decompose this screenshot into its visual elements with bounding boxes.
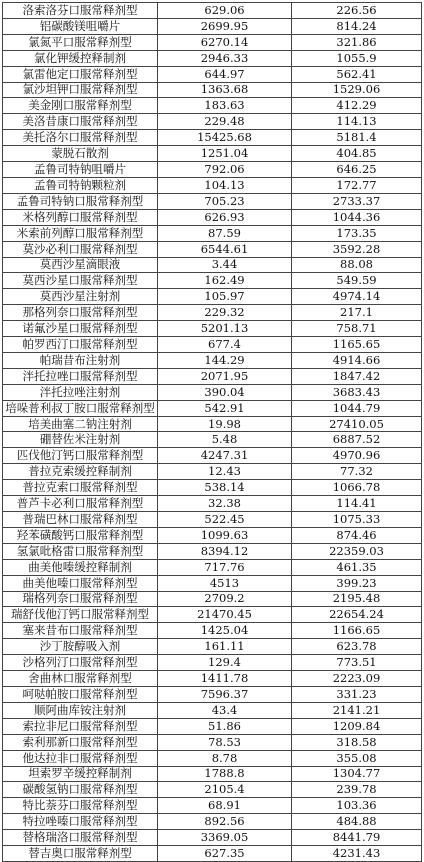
drug-name-cell: 那格列奈口服常释剂型 [3,305,158,321]
drug-name-cell: 沙丁胺醇吸入剂 [3,639,158,655]
table-row [3,273,422,289]
drug-name-cell: 羟苯磺酸钙口服常释剂型 [3,527,158,543]
drug-name-cell: 帕罗西汀口服常释剂型 [3,337,158,353]
drug-name-cell: 替格瑞洛口服常释剂型 [3,830,158,846]
value-2-cell: 239.78 [292,782,422,798]
drug-name-cell: 瑞舒伐他汀钙口服常释剂型 [3,607,158,623]
value-2-cell: 1066.78 [292,480,422,496]
drug-name-cell: 莫西沙星口服常释剂型 [3,273,158,289]
value-1-cell: 6270.14 [158,34,292,50]
value-2-cell: 173.35 [292,225,422,241]
table-row [3,98,422,114]
value-2-cell: 2195.48 [292,591,422,607]
drug-name-cell: 坦索罗辛缓控释制剂 [3,766,158,782]
drug-name-cell: 蒙脱石散剂 [3,146,158,162]
value-2-cell: 114.41 [292,496,422,512]
table-row [3,464,422,480]
value-2-cell: 646.25 [292,162,422,178]
value-2-cell: 773.51 [292,655,422,671]
table-row [3,305,422,321]
table-row [3,225,422,241]
table-row [3,512,422,528]
table-row [3,559,422,575]
drug-name-cell: 碳酸氢钠口服常释剂型 [3,782,158,798]
value-2-cell: 318.58 [292,734,422,750]
drug-name-cell: 普拉克索缓控释制剂 [3,464,158,480]
value-1-cell: 1363.68 [158,82,292,98]
drug-name-cell: 美托洛尔口服常释剂型 [3,130,158,146]
value-2-cell: 3592.28 [292,241,422,257]
table-row [3,543,422,559]
table-row [3,337,422,353]
drug-name-cell: 米索前列醇口服常释剂型 [3,225,158,241]
value-2-cell: 6887.52 [292,432,422,448]
value-2-cell: 4974.14 [292,289,422,305]
table-row [3,671,422,687]
value-2-cell: 758.71 [292,321,422,337]
drug-name-cell: 普芦卡必利口服常释剂型 [3,496,158,512]
drug-table-body [3,3,422,862]
value-1-cell: 162.49 [158,273,292,289]
value-1-cell: 705.23 [158,193,292,209]
drug-name-cell: 美金刚口服常释剂型 [3,98,158,114]
value-1-cell: 1788.8 [158,766,292,782]
drug-name-cell: 氯化钾缓控释制剂 [3,50,158,66]
value-2-cell: 321.86 [292,34,422,50]
drug-name-cell: 替吉奥口服常释剂型 [3,846,158,862]
value-1-cell: 19.98 [158,416,292,432]
table-row [3,655,422,671]
drug-name-cell: 帕瑞昔布注射剂 [3,352,158,368]
drug-name-cell: 铝碳酸镁咀嚼片 [3,18,158,34]
value-2-cell: 2223.09 [292,671,422,687]
table-row [3,162,422,178]
value-1-cell: 644.97 [158,66,292,82]
table-row [3,82,422,98]
value-1-cell: 6544.61 [158,241,292,257]
value-1-cell: 144.29 [158,352,292,368]
table-row [3,830,422,846]
value-1-cell: 15425.68 [158,130,292,146]
table-row [3,34,422,50]
table-row [3,368,422,384]
drug-name-cell: 美洛昔康口服常释剂型 [3,114,158,130]
value-1-cell: 390.04 [158,384,292,400]
value-2-cell: 1847.42 [292,368,422,384]
table-row [3,114,422,130]
table-row [3,623,422,639]
value-1-cell: 104.13 [158,177,292,193]
value-1-cell: 68.91 [158,798,292,814]
drug-name-cell: 顺阿曲库铵注射剂 [3,702,158,718]
value-2-cell: 1209.84 [292,718,422,734]
value-2-cell: 2733.37 [292,193,422,209]
value-2-cell: 3683.43 [292,384,422,400]
value-2-cell: 814.24 [292,18,422,34]
table-row [3,66,422,82]
drug-name-cell: 曲美他嗪口服常释剂型 [3,575,158,591]
value-1-cell: 717.76 [158,559,292,575]
value-1-cell: 627.35 [158,846,292,862]
drug-name-cell: 泮托拉唑口服常释剂型 [3,368,158,384]
value-1-cell: 105.97 [158,289,292,305]
value-1-cell: 161.11 [158,639,292,655]
value-2-cell: 1055.9 [292,50,422,66]
value-1-cell: 229.32 [158,305,292,321]
value-2-cell: 874.46 [292,527,422,543]
drug-name-cell: 普瑞巴林口服常释剂型 [3,512,158,528]
value-1-cell: 229.48 [158,114,292,130]
drug-name-cell: 氯氮平口服常释剂型 [3,34,158,50]
value-1-cell: 538.14 [158,480,292,496]
value-2-cell: 1304.77 [292,766,422,782]
value-1-cell: 5201.13 [158,321,292,337]
value-2-cell: 88.08 [292,257,422,273]
table-row [3,257,422,273]
table-row [3,193,422,209]
drug-name-cell: 普拉克索口服常释剂型 [3,480,158,496]
value-2-cell: 399.23 [292,575,422,591]
value-2-cell: 1044.79 [292,400,422,416]
table-row [3,146,422,162]
value-1-cell: 3369.05 [158,830,292,846]
value-1-cell: 677.4 [158,337,292,353]
drug-name-cell: 米格列醇口服常释剂型 [3,209,158,225]
table-row [3,734,422,750]
drug-name-cell: 他达拉非口服常释剂型 [3,750,158,766]
table-row [3,480,422,496]
drug-name-cell: 莫西沙星注射剂 [3,289,158,305]
value-1-cell: 5.48 [158,432,292,448]
table-row [3,591,422,607]
value-1-cell: 1251.04 [158,146,292,162]
value-1-cell: 43.4 [158,702,292,718]
value-2-cell: 8441.79 [292,830,422,846]
value-1-cell: 1411.78 [158,671,292,687]
drug-name-cell: 孟鲁司特钠颗粒剂 [3,177,158,193]
table-row [3,496,422,512]
value-1-cell: 2699.95 [158,18,292,34]
table-row [3,432,422,448]
value-2-cell: 331.23 [292,686,422,702]
value-1-cell: 542.91 [158,400,292,416]
table-row [3,527,422,543]
drug-name-cell: 氯雷他定口服常释剂型 [3,66,158,82]
drug-name-cell: 培美曲塞二钠注射剂 [3,416,158,432]
value-1-cell: 2946.33 [158,50,292,66]
value-2-cell: 4970.96 [292,448,422,464]
value-1-cell: 8394.12 [158,543,292,559]
table-row [3,209,422,225]
table-row [3,686,422,702]
value-1-cell: 129.4 [158,655,292,671]
table-row [3,416,422,432]
value-1-cell: 8.78 [158,750,292,766]
value-1-cell: 892.56 [158,814,292,830]
table-row [3,352,422,368]
value-2-cell: 4231.43 [292,846,422,862]
drug-name-cell: 氯沙坦钾口服常释剂型 [3,82,158,98]
value-2-cell: 77.32 [292,464,422,480]
value-2-cell: 404.85 [292,146,422,162]
value-1-cell: 522.45 [158,512,292,528]
table-row [3,766,422,782]
table-row [3,814,422,830]
value-1-cell: 4247.31 [158,448,292,464]
value-1-cell: 3.44 [158,257,292,273]
value-2-cell: 484.88 [292,814,422,830]
value-1-cell: 2709.2 [158,591,292,607]
drug-name-cell: 塞来昔布口服常释剂型 [3,623,158,639]
value-1-cell: 12.43 [158,464,292,480]
value-2-cell: 172.77 [292,177,422,193]
drug-name-cell: 诺氟沙星口服常释剂型 [3,321,158,337]
table-row [3,400,422,416]
value-1-cell: 32.38 [158,496,292,512]
value-1-cell: 2071.95 [158,368,292,384]
value-2-cell: 562.41 [292,66,422,82]
table-row [3,289,422,305]
drug-name-cell: 硼替佐米注射剂 [3,432,158,448]
drug-name-cell: 培哚普利叔丁胺口服常释剂型 [3,400,158,416]
table-row [3,702,422,718]
table-row [3,3,422,19]
drug-name-cell: 呵哒帕胺口服常释剂型 [3,686,158,702]
value-2-cell: 1044.36 [292,209,422,225]
value-2-cell: 27410.05 [292,416,422,432]
value-1-cell: 626.93 [158,209,292,225]
value-2-cell: 1166.65 [292,623,422,639]
value-2-cell: 114.13 [292,114,422,130]
value-2-cell: 22654.24 [292,607,422,623]
value-1-cell: 1099.63 [158,527,292,543]
drug-name-cell: 孟鲁司特钠咀嚼片 [3,162,158,178]
drug-name-cell: 莫西沙星滴眼液 [3,257,158,273]
drug-name-cell: 莫沙必利口服常释剂型 [3,241,158,257]
value-1-cell: 629.06 [158,3,292,19]
drug-name-cell: 索拉非尼口服常释剂型 [3,718,158,734]
drug-name-cell: 沙格列汀口服常释剂型 [3,655,158,671]
table-row [3,130,422,146]
table-row [3,321,422,337]
drug-name-cell: 曲美他嗪缓控释制剂 [3,559,158,575]
drug-name-cell: 氢氯吡格雷口服常释剂型 [3,543,158,559]
value-1-cell: 7596.37 [158,686,292,702]
value-1-cell: 87.59 [158,225,292,241]
drug-name-cell: 匹伐他汀钙口服常释剂型 [3,448,158,464]
drug-name-cell: 特拉唑嗪口服常释剂型 [3,814,158,830]
value-1-cell: 183.63 [158,98,292,114]
table-row [3,50,422,66]
drug-table [2,2,422,862]
value-2-cell: 1529.06 [292,82,422,98]
drug-table-sheet [2,2,421,860]
value-1-cell: 51.86 [158,718,292,734]
value-2-cell: 1165.65 [292,337,422,353]
value-1-cell: 4513 [158,575,292,591]
value-2-cell: 355.08 [292,750,422,766]
table-row [3,18,422,34]
table-row [3,241,422,257]
value-1-cell: 792.06 [158,162,292,178]
drug-name-cell: 孟鲁司特钠口服常释剂型 [3,193,158,209]
value-1-cell: 2105.4 [158,782,292,798]
table-row [3,384,422,400]
value-2-cell: 461.35 [292,559,422,575]
value-2-cell: 5181.4 [292,130,422,146]
drug-name-cell: 洛索洛芬口服常释剂型 [3,3,158,19]
value-2-cell: 1075.33 [292,512,422,528]
value-2-cell: 412.29 [292,98,422,114]
value-2-cell: 226.56 [292,3,422,19]
table-row [3,798,422,814]
drug-name-cell: 特比萘芬口服常释剂型 [3,798,158,814]
table-row [3,448,422,464]
drug-name-cell: 瑞格列奈口服常释剂型 [3,591,158,607]
value-1-cell: 1425.04 [158,623,292,639]
value-2-cell: 2141.21 [292,702,422,718]
table-row [3,607,422,623]
table-row [3,846,422,862]
table-row [3,718,422,734]
value-2-cell: 103.36 [292,798,422,814]
table-row [3,177,422,193]
value-2-cell: 217.1 [292,305,422,321]
table-row [3,575,422,591]
table-row [3,782,422,798]
value-1-cell: 78.53 [158,734,292,750]
drug-name-cell: 舍曲林口服常释剂型 [3,671,158,687]
value-2-cell: 22359.03 [292,543,422,559]
table-row [3,639,422,655]
table-row [3,750,422,766]
value-2-cell: 549.59 [292,273,422,289]
value-2-cell: 623.78 [292,639,422,655]
drug-name-cell: 索利那新口服常释剂型 [3,734,158,750]
drug-name-cell: 泮托拉唑注射剂 [3,384,158,400]
value-2-cell: 4914.66 [292,352,422,368]
value-1-cell: 21470.45 [158,607,292,623]
